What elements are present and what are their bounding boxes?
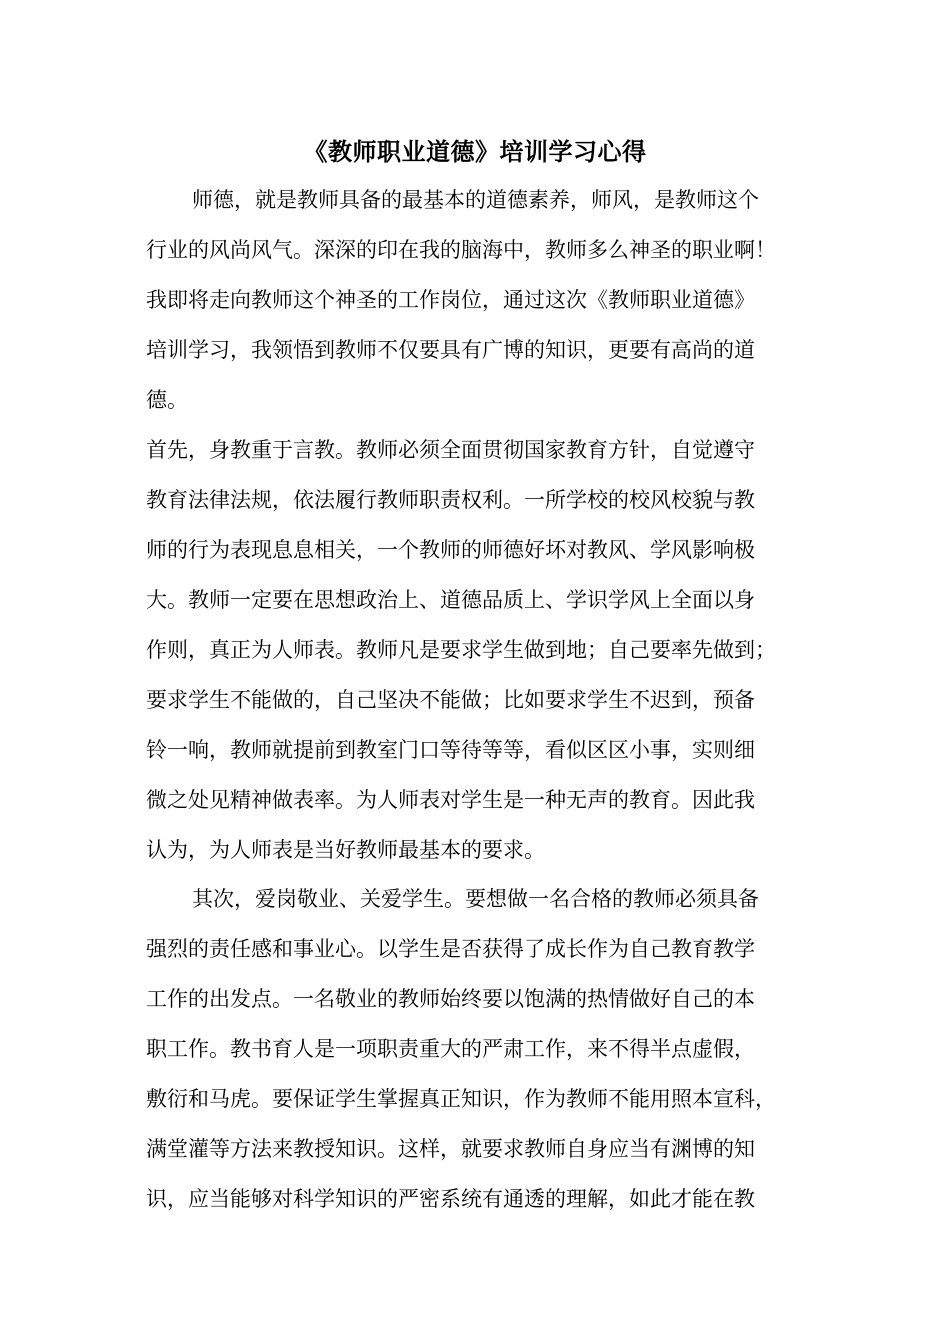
paragraph-3-line-4: 职工作。教书育人是一项职责重大的严肃工作，来不得半点虚假， — [146, 1037, 755, 1061]
paragraph-1-line-4: 培训学习，我领悟到教师不仅要具有广博的知识，更要有高尚的道 — [146, 338, 755, 362]
paragraph-3-line-3: 工作的出发点。一名敬业的教师始终要以饱满的热情做好自己的本 — [146, 987, 755, 1011]
paragraph-2-line-7: 铃一响，教师就提前到教室门口等待等等，看似区区小事，实则细 — [146, 738, 755, 762]
paragraph-2-line-5: 作则，真正为人师表。教师凡是要求学生做到地；自己要率先做到； — [146, 638, 776, 662]
paragraph-3-line-1: 其次，爱岗敬业、关爱学生。要想做一名合格的教师必须具备 — [192, 887, 759, 911]
paragraph-3-line-7: 识，应当能够对科学知识的严密系统有通透的理解，如此才能在教 — [146, 1187, 755, 1211]
paragraph-2-line-1: 首先，身教重于言教。教师必须全面贯彻国家教育方针，自觉遵守 — [146, 438, 755, 462]
paragraph-2-line-2: 教育法律法规，依法履行教师职责权利。一所学校的校风校貌与教 — [146, 488, 755, 512]
paragraph-3-line-6: 满堂灌等方法来教授知识。这样，就要求教师自身应当有渊博的知 — [146, 1137, 755, 1161]
paragraph-2-line-9: 认为，为人师表是当好教师最基本的要求。 — [146, 838, 545, 862]
paragraph-2-line-4: 大。教师一定要在思想政治上、道德品质上、学识学风上全面以身 — [146, 588, 755, 612]
paragraph-2-line-3: 师的行为表现息息相关，一个教师的师德好坏对教风、学风影响极 — [146, 538, 755, 562]
paragraph-2-line-6: 要求学生不能做的，自己坚决不能做；比如要求学生不迟到，预备 — [146, 688, 755, 712]
paragraph-3-line-5: 敷衍和马虎。要保证学生掌握真正知识，作为教师不能用照本宣科， — [146, 1087, 776, 1111]
paragraph-2-line-8: 微之处见精神做表率。为人师表对学生是一种无声的教育。因此我 — [146, 788, 755, 812]
paragraph-3-line-2: 强烈的责任感和事业心。以学生是否获得了成长作为自己教育教学 — [146, 937, 755, 961]
document-title: 《教师职业道德》培训学习心得 — [303, 137, 647, 166]
paragraph-1-line-2: 行业的风尚风气。深深的印在我的脑海中，教师多么神圣的职业啊！ — [146, 238, 776, 262]
paragraph-1-line-1: 师德，就是教师具备的最基本的道德素养，师风，是教师这个 — [192, 188, 759, 212]
paragraph-1-line-3: 我即将走向教师这个神圣的工作岗位，通过这次《教师职业道德》 — [146, 288, 755, 312]
paragraph-1-line-5: 德。 — [146, 388, 188, 412]
